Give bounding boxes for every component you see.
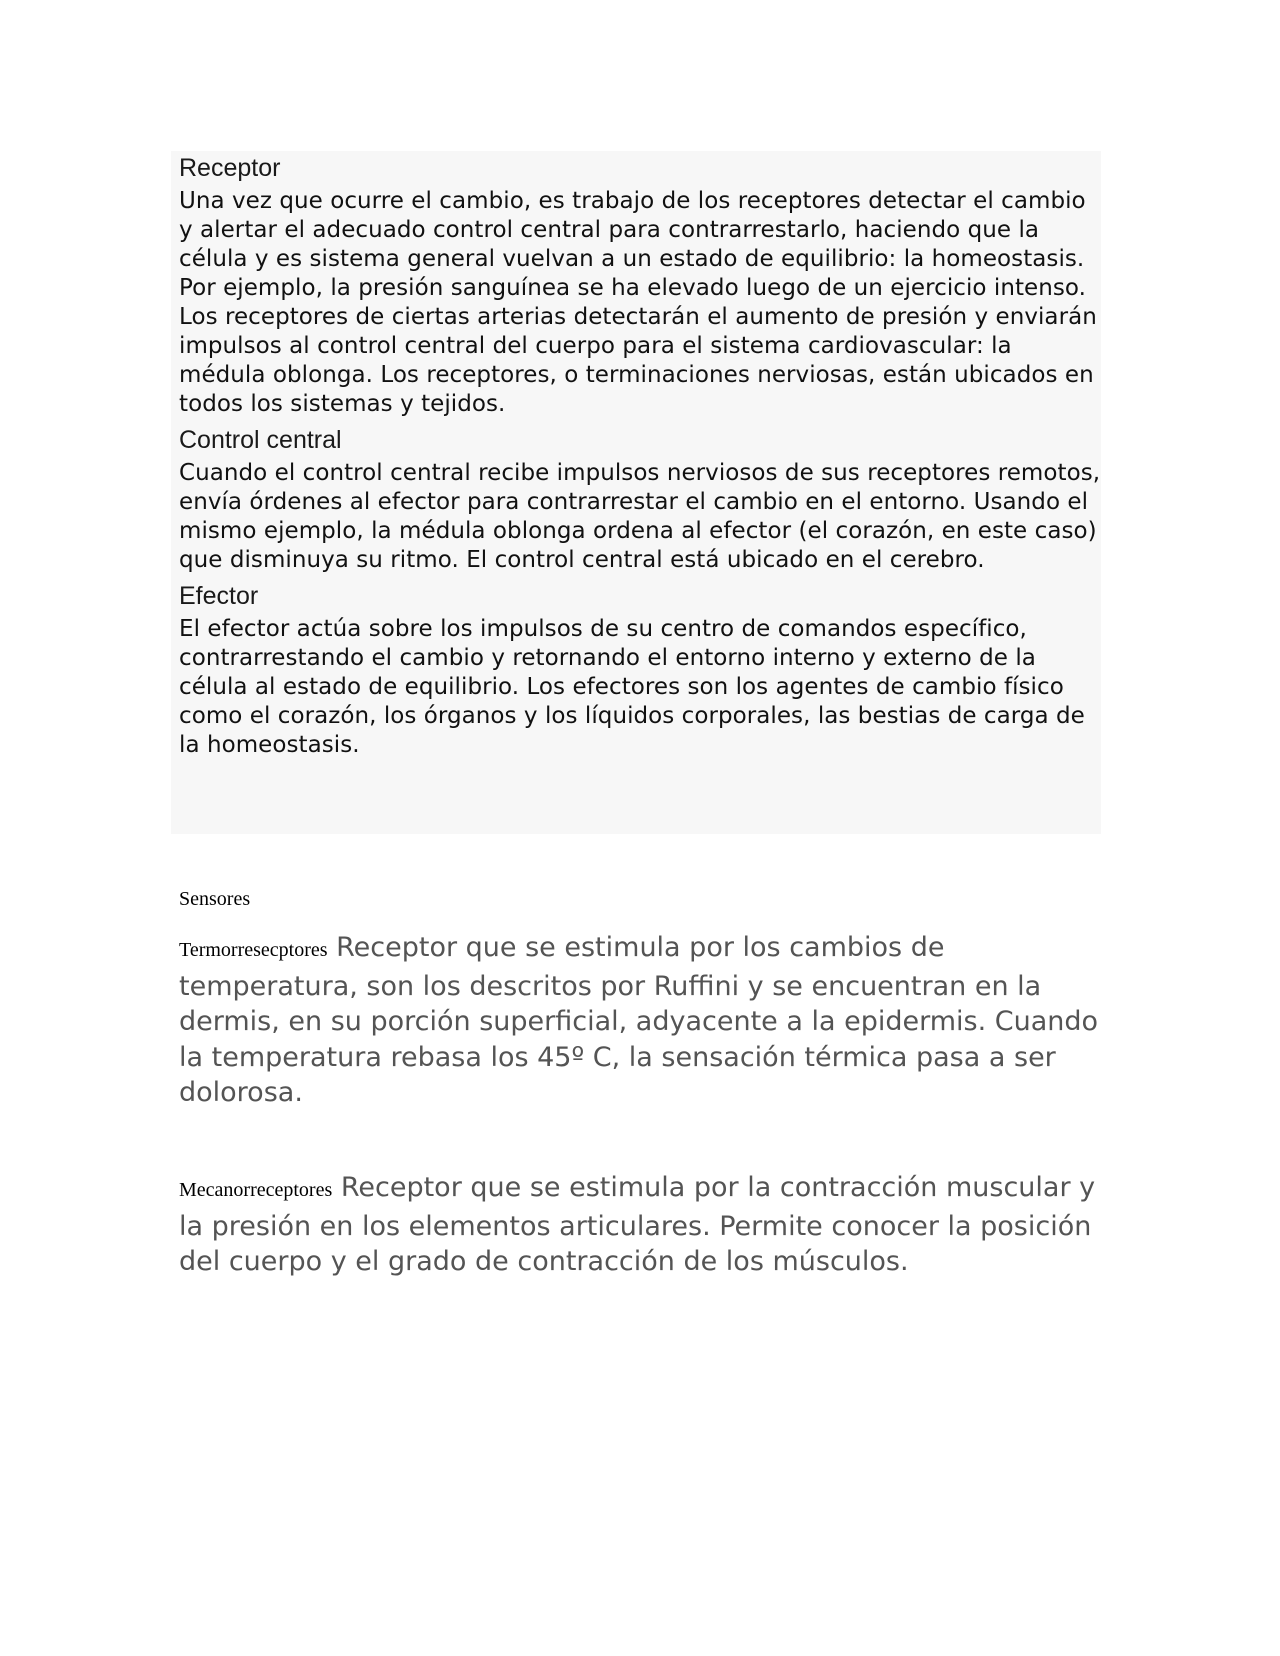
sensores-title: Sensores <box>179 888 251 910</box>
section-heading-receptor: Receptor <box>179 154 281 182</box>
sensor-text-mecanorreceptores: Receptor que se estimula por la contracción muscular y la presión en los elementos articulares. Permite conocer la posición del cuerpo y el grado de contracción de los músculos. <box>179 1172 1096 1277</box>
sensor-entry-mecanorreceptores <box>179 1170 1101 1280</box>
sensor-label-mecanorreceptores: Mecanorreceptores <box>179 1179 333 1201</box>
sensor-entry-termorreceptores <box>179 930 1101 1111</box>
section-body-efector: El efector actúa sobre los impulsos de su centro de comandos específico, contrarrestando el cambio y retornando el entorno interno y externo de la célula al estado de equilibrio. Los efectores son los agentes de cambio físico como el corazón, los órganos y los líquidos corporales, las bestias de carga de la homeostasis. <box>179 616 1085 758</box>
sensor-text-termorreceptores: Receptor que se estimula por los cambios de temperatura, son los descritos por Ruffini y se encuentran en la dermis, en su porción superficial, adyacente a la epidermis. Cuando la temperatura rebasa los 45º C, la sensación térmica pasa a ser dolorosa. <box>179 932 1099 1108</box>
section-body-receptor: Una vez que ocurre el cambio, es trabajo de los receptores detectar el cambio y alertar el adecuado control central para contrarrestarlo, haciendo que la célula y es sistema general vuelvan a un estado de equilibrio: la homeostasis. Por ejemplo, la presión sanguínea se ha elevado luego de un ejercicio intenso. Los receptores de ciertas arterias detectarán el aumento de presión y enviarán impulsos al control central del cuerpo para el sistema cardiovascular: la médula oblonga. Los receptores, o terminaciones nerviosas, están ubicados en todos los sistemas y tejidos. <box>179 188 1097 417</box>
sensor-label-termorreceptores: Termorresecptores <box>179 939 328 961</box>
section-heading-efector: Efector <box>179 582 259 610</box>
homeostasis-sections <box>179 151 1101 764</box>
section-heading-control-central: Control central <box>179 426 342 454</box>
section-body-control-central: Cuando el control central recibe impulsos nerviosos de sus receptores remotos, envía órdenes al efector para contrarrestar el cambio en el entorno. Usando el mismo ejemplo, la médula oblonga ordena al efector (el corazón, en este caso) que disminuya su ritmo. El control central está ubicado en el cerebro. <box>179 460 1101 573</box>
